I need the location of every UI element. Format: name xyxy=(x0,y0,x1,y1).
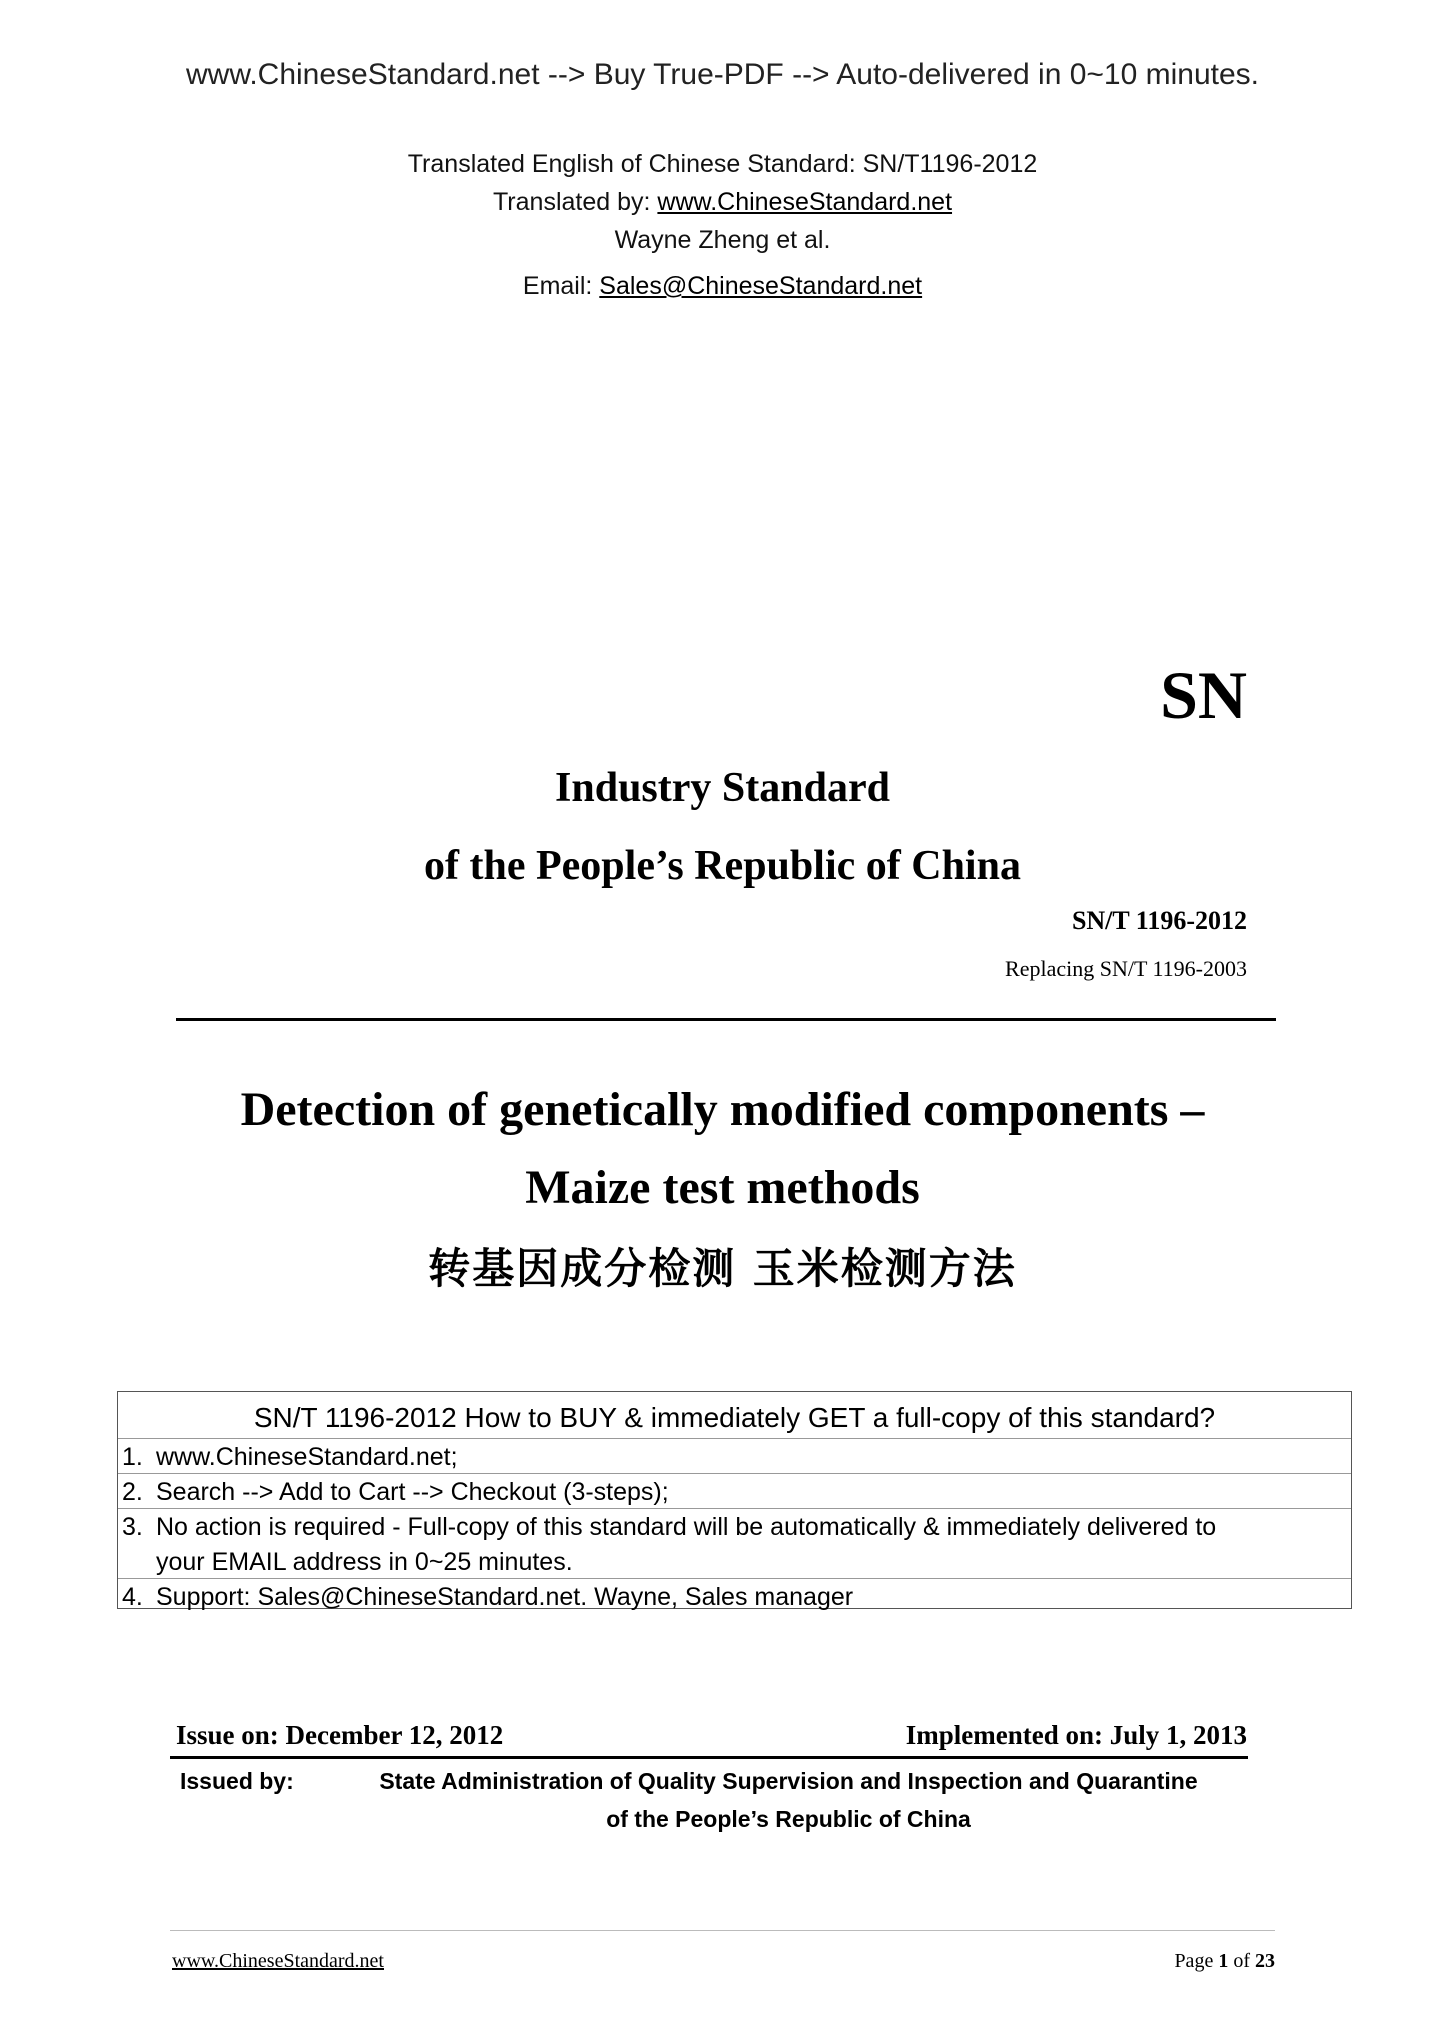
page-of: of xyxy=(1228,1950,1255,1972)
step-text-continued: your EMAIL address in 0~25 minutes. xyxy=(156,1548,573,1576)
buy-step xyxy=(118,1438,1351,1473)
replacing-note: Replacing SN/T 1196-2003 xyxy=(1005,956,1247,981)
document-title-line2: Maize test methods xyxy=(525,1161,920,1214)
email-label: Email: xyxy=(522,272,600,300)
issued-by-label: Issued by: xyxy=(180,1768,294,1794)
issuer-line2: of the People’s Republic of China xyxy=(606,1806,971,1832)
divider xyxy=(176,1018,1276,1021)
step-number: 4. xyxy=(122,1583,143,1611)
sn-mark: SN xyxy=(1160,657,1247,733)
translated-by-label: Translated by: xyxy=(492,188,658,216)
issuer-line1: State Administration of Quality Supervision and Inspection and Quarantine xyxy=(379,1768,1198,1794)
buy-step xyxy=(118,1473,1351,1508)
divider xyxy=(170,1756,1248,1759)
page-number xyxy=(1174,1950,1275,1973)
step-number: 3. xyxy=(122,1513,143,1541)
step-text: www.ChineseStandard.net; xyxy=(156,1443,458,1471)
document-title-line1: Detection of genetically modified components – xyxy=(240,1083,1205,1136)
total-pages: 23 xyxy=(1255,1950,1275,1972)
translation-source: Translated English of Chinese Standard: SN/T1196-2012 xyxy=(407,150,1038,178)
top-banner: www.ChineseStandard.net --> Buy True-PDF --> Auto-delivered in 0~10 minutes. xyxy=(185,58,1260,91)
step-text: No action is required - Full-copy of this standard will be automatically & immediately delivered to xyxy=(156,1513,1217,1541)
implementation-date: Implemented on: July 1, 2013 xyxy=(905,1720,1247,1750)
step-number: 1. xyxy=(122,1443,143,1471)
buy-instructions-box xyxy=(117,1391,1352,1609)
current-page: 1 xyxy=(1218,1950,1229,1972)
translator: Wayne Zheng et al. xyxy=(614,226,831,254)
buy-box-title: SN/T 1196-2012 How to BUY & immediately GET a full-copy of this standard? xyxy=(253,1402,1216,1433)
translated-by-link[interactable]: www.ChineseStandard.net xyxy=(657,188,953,216)
document-title-chinese: 转基因成分检测 玉米检测方法 xyxy=(428,1244,1017,1293)
step-text: Search --> Add to Cart --> Checkout (3-steps); xyxy=(156,1478,669,1506)
buy-step xyxy=(118,1578,1351,1611)
translated-by xyxy=(0,188,1445,217)
standard-heading-line2: of the People’s Republic of China xyxy=(424,843,1021,889)
page-prefix: Page xyxy=(1174,1950,1219,1972)
issue-date: Issue on: December 12, 2012 xyxy=(176,1720,504,1750)
step-number: 2. xyxy=(122,1478,143,1506)
email-link[interactable]: Sales@ChineseStandard.net xyxy=(599,272,923,300)
buy-step xyxy=(118,1508,1351,1578)
email-line xyxy=(0,272,1445,301)
footer-site-link[interactable]: www.ChineseStandard.net xyxy=(172,1950,384,1972)
standard-code: SN/T 1196-2012 xyxy=(1071,906,1247,935)
standard-heading-line1: Industry Standard xyxy=(555,765,890,811)
step-text: Support: Sales@ChineseStandard.net. Wayne, Sales manager xyxy=(156,1583,854,1611)
footer-divider xyxy=(170,1930,1275,1931)
